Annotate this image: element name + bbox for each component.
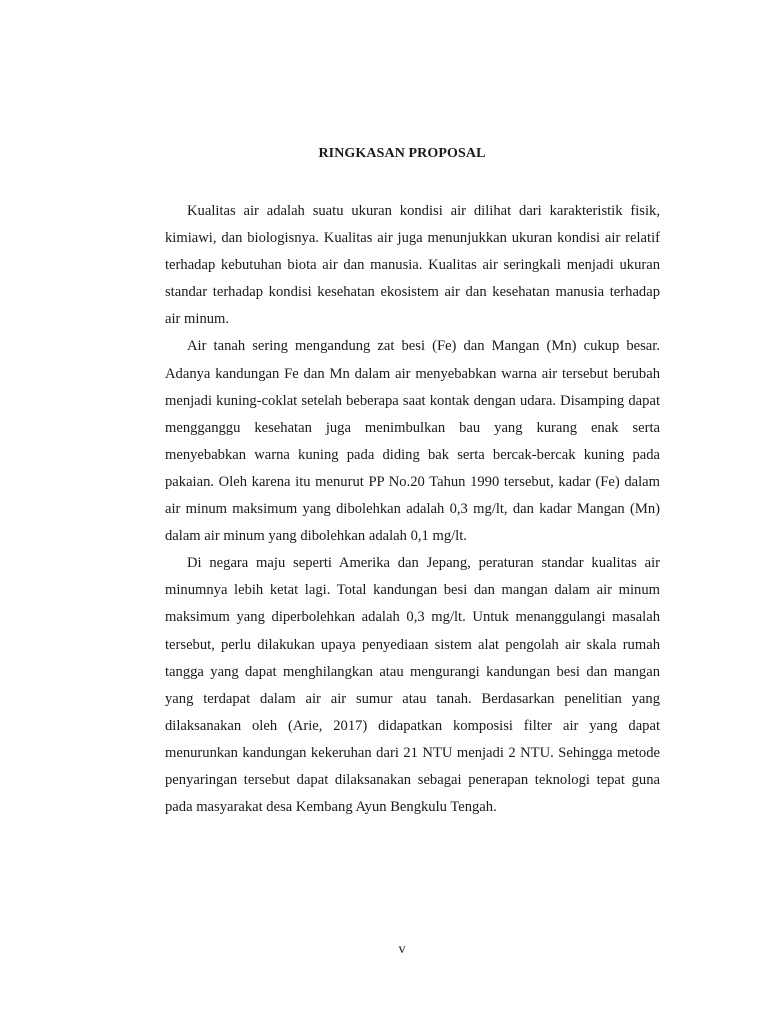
page-number: v [398, 942, 406, 957]
body-text [165, 198, 660, 821]
paragraph-2: Air tanah sering mengandung zat besi (Fe) dan Mangan (Mn) cukup besar. Adanya kandungan Fe dan Mn dalam air menyebabkan warna air tersebut berubah menjadi kuning-coklat setelah beberapa saat kontak dengan udara. Disamping dapat mengganggu kesehatan juga menimbulkan bau yang kurang enak serta menyebabkan warna kuning pada diding bak serta bercak-bercak kuning pada pakaian. Oleh karena itu menurut PP No.20 Tahun 1990 tersebut, kadar (Fe) dalam air minum maksimum yang dibolehkan adalah 0,3 mg/lt, dan kadar Mangan (Mn) dalam air minum yang dibolehkan adalah 0,1 mg/lt. [165, 338, 660, 545]
page-title: RINGKASAN PROPOSAL [318, 146, 486, 161]
paragraph-1: Kualitas air adalah suatu ukuran kondisi air dilihat dari karakteristik fisik, kimiawi, dan biologisnya. Kualitas air juga menunjukkan ukuran kondisi air relatif terhadap kebutuhan biota air dan manusia. Kualitas air seringkali menjadi ukuran standar terhadap kondisi kesehatan ekosistem air dan kesehatan manusia terhadap air minum. [165, 203, 660, 328]
paragraph-3: Di negara maju seperti Amerika dan Jepang, peraturan standar kualitas air minumnya lebih ketat lagi. Total kandungan besi dan mangan dalam air minum maksimum yang diperbolehkan adalah 0,3 mg/lt. Untuk menanggulangi masalah tersebut, perlu dilakukan upaya penyediaan sistem alat pengolah air skala rumah tangga yang dapat menghilangkan atau mengurangi kandungan besi dan mangan yang terdapat dalam air air sumur atau tanah. Berdasarkan penelitian yang dilaksanakan oleh (Arie, 2017) didapatkan komposisi filter air yang dapat menurunkan kandungan kekeruhan dari 21 NTU menjadi 2 NTU. Sehingga metode penyaringan tersebut dapat dilaksanakan sebagai penerapan teknologi tepat guna pada masyarakat desa Kembang Ayun Bengkulu Tengah. [165, 555, 660, 816]
